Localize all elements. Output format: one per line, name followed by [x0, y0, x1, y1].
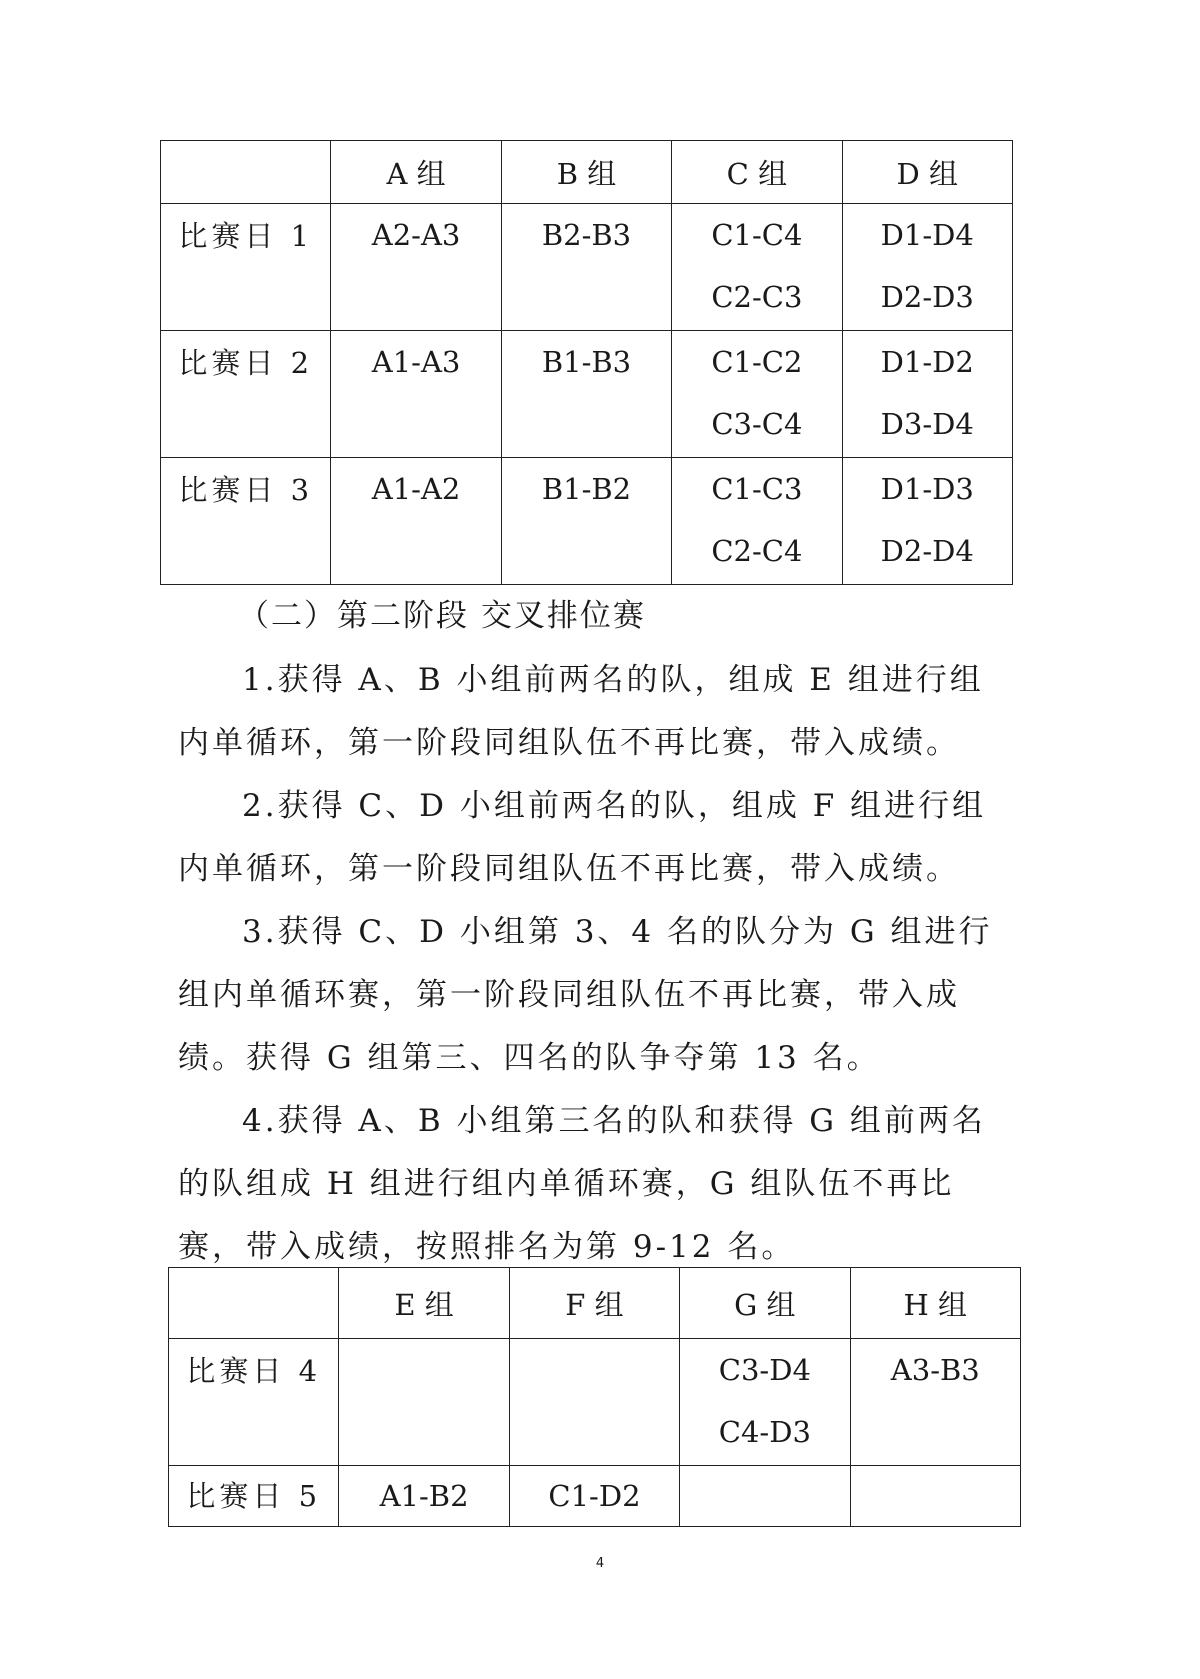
- match-cell: [339, 1466, 509, 1527]
- match-cell-empty: [850, 1466, 1020, 1527]
- schedule-table-stage-one: [160, 140, 1013, 585]
- header-cell-group-d: D 组: [842, 141, 1012, 204]
- match: D2-D3: [880, 280, 974, 314]
- match: D3-D4: [880, 407, 974, 441]
- day-label: 比赛日 2: [178, 346, 314, 380]
- match-cell-empty: [680, 1466, 850, 1527]
- schedule-table-stage-two: [168, 1267, 1021, 1527]
- match: D2-D4: [880, 534, 974, 568]
- match: C1-C3: [711, 472, 803, 506]
- match: A1-A3: [371, 345, 461, 379]
- page-number: 4: [595, 1556, 605, 1571]
- match-cell-empty: [339, 1339, 509, 1466]
- header-cell-group-c: C 组: [672, 141, 842, 204]
- match: C1-C4: [711, 218, 803, 252]
- match: C1-D2: [548, 1479, 641, 1513]
- table-header-row: [161, 141, 1013, 204]
- day-label: 比赛日 5: [186, 1479, 322, 1513]
- match-cell: [842, 204, 1012, 331]
- match: B1-B2: [541, 472, 632, 506]
- header-cell-group-a: A 组: [331, 141, 501, 204]
- match: A1-B2: [379, 1479, 469, 1513]
- match-cell: [672, 458, 842, 585]
- table-row-day-2: [161, 331, 1013, 458]
- day-cell: [161, 458, 331, 585]
- header-cell-group-h: H 组: [850, 1268, 1020, 1339]
- table-row-day-5: [169, 1466, 1021, 1527]
- day-cell: [169, 1466, 339, 1527]
- table-header-row: [169, 1268, 1021, 1339]
- match-cell: [331, 458, 501, 585]
- paragraph-3: 3.获得 C、D 小组第 3、4 名的队分为 G 组进行组内单循环赛，第一阶段同组队伍不再比赛，带入成绩。获得 G 组第三、四名的队争夺第 13 名。: [178, 914, 993, 1076]
- match-cell: [672, 204, 842, 331]
- day-cell: [161, 331, 331, 458]
- paragraph-4: 4.获得 A、B 小组第三名的队和获得 G 组前两名的队组成 H 组进行组内单循环赛，G 组队伍不再比赛，带入成绩，按照排名为第 9-12 名。: [178, 1103, 986, 1265]
- match-cell: [842, 331, 1012, 458]
- match: D1-D4: [880, 218, 974, 252]
- header-cell-group-e: E 组: [339, 1268, 509, 1339]
- paragraph-1: 1.获得 A、B 小组前两名的队，组成 E 组进行组内单循环，第一阶段同组队伍不再比赛，带入成绩。: [178, 662, 984, 761]
- match-cell: [501, 331, 671, 458]
- match: C1-C2: [711, 345, 803, 379]
- match: C3-C4: [711, 407, 803, 441]
- table-row-day-4: [169, 1339, 1021, 1466]
- match: C2-C4: [711, 534, 803, 568]
- day-label: 比赛日 1: [178, 219, 314, 253]
- paragraph-2: 2.获得 C、D 小组前两名的队，组成 F 组进行组内单循环，第一阶段同组队伍不再比赛，带入成绩。: [178, 788, 987, 887]
- match-cell: [672, 331, 842, 458]
- header-cell-group-b: B 组: [501, 141, 671, 204]
- match-cell: [331, 331, 501, 458]
- match-cell: [501, 458, 671, 585]
- match-cell: [509, 1466, 679, 1527]
- match-cell-empty: [509, 1339, 679, 1466]
- match: C3-D4: [718, 1353, 811, 1387]
- table-row-day-1: [161, 204, 1013, 331]
- header-cell-empty: [169, 1268, 339, 1339]
- match: A2-A3: [371, 218, 461, 252]
- match: C4-D3: [718, 1415, 811, 1449]
- day-label: 比赛日 4: [186, 1354, 322, 1388]
- match: D1-D2: [880, 345, 974, 379]
- match-cell: [501, 204, 671, 331]
- match-cell: [850, 1339, 1020, 1466]
- match: B2-B3: [541, 218, 632, 252]
- section-heading: （二）第二阶段 交叉排位赛: [238, 598, 646, 634]
- match: A1-A2: [371, 472, 461, 506]
- match: A3-B3: [890, 1353, 980, 1387]
- header-cell-group-f: F 组: [509, 1268, 679, 1339]
- day-cell: [169, 1339, 339, 1466]
- day-cell: [161, 204, 331, 331]
- header-cell-empty: [161, 141, 331, 204]
- match-cell: [331, 204, 501, 331]
- match: B1-B3: [541, 345, 632, 379]
- day-label: 比赛日 3: [178, 473, 314, 507]
- match: D1-D3: [880, 472, 974, 506]
- match-cell: [842, 458, 1012, 585]
- header-cell-group-g: G 组: [680, 1268, 850, 1339]
- match: C2-C3: [711, 280, 803, 314]
- table-row-day-3: [161, 458, 1013, 585]
- match-cell: [680, 1339, 850, 1466]
